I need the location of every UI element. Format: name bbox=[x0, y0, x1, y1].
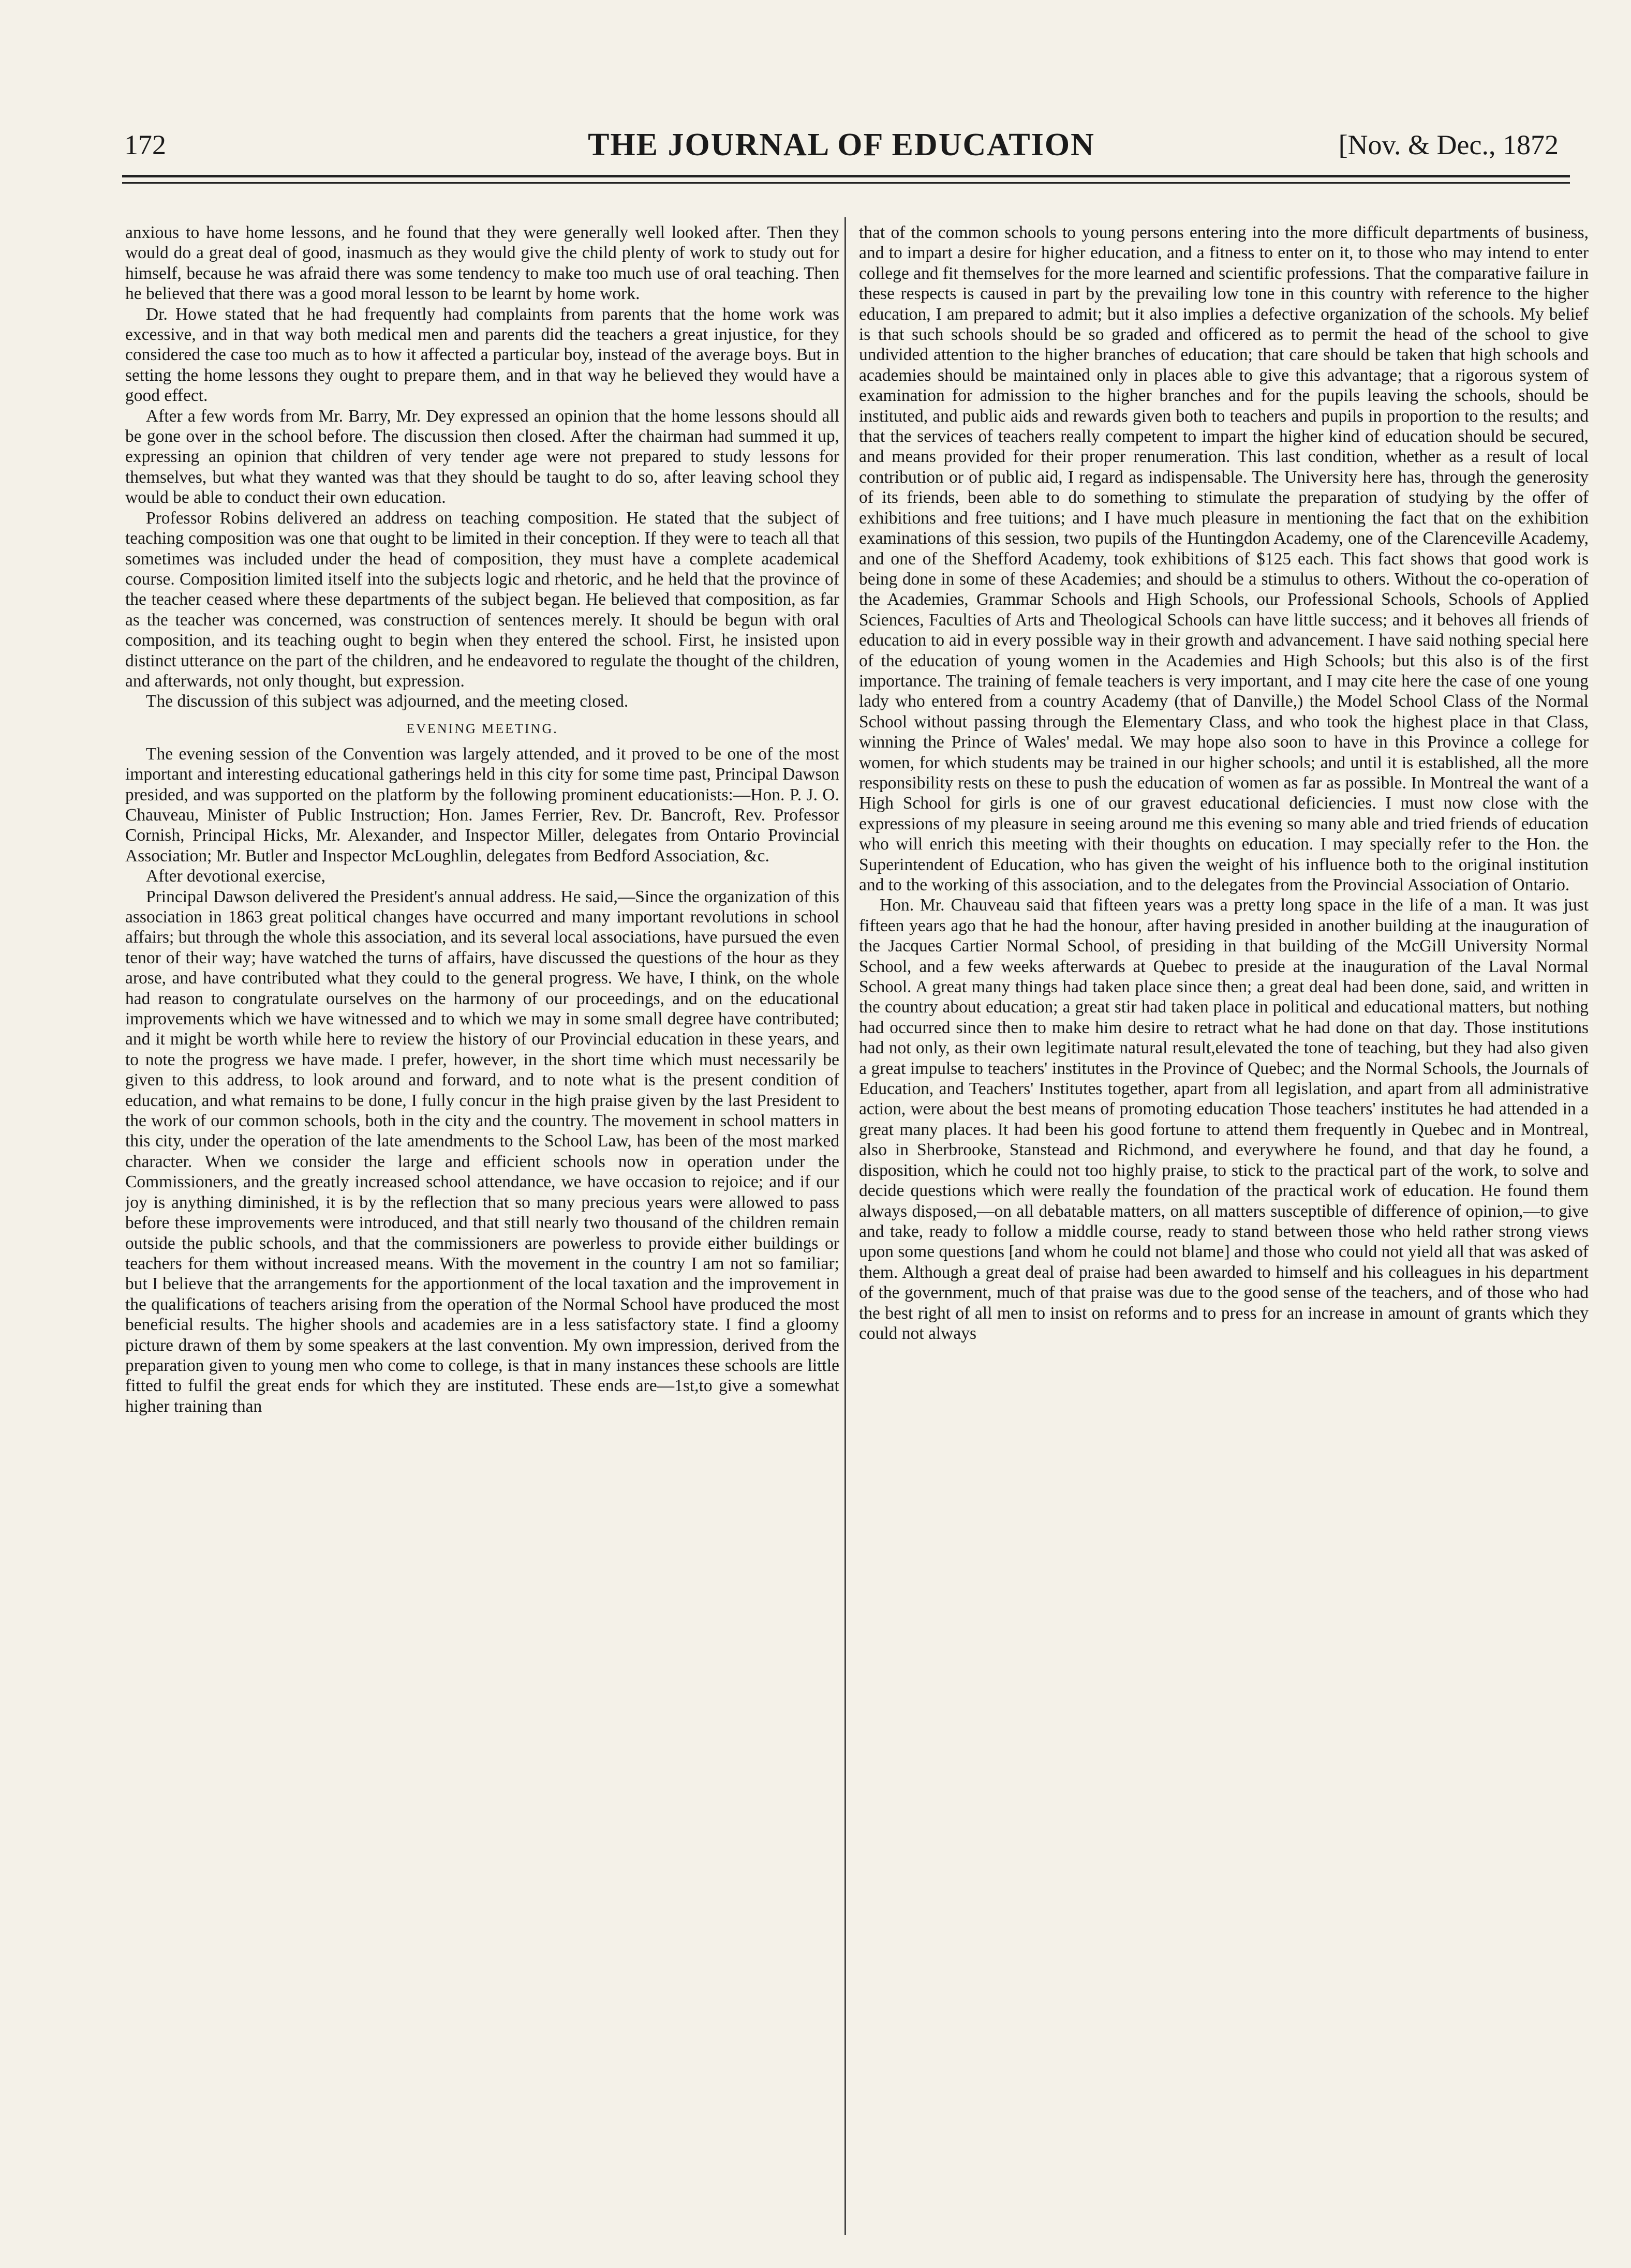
issue-date: [Nov. & Dec., 1872 bbox=[1338, 129, 1559, 160]
paragraph: The discussion of this subject was adjourned, and the meeting closed. bbox=[146, 692, 629, 711]
column-divider bbox=[844, 217, 846, 2235]
page-number: 172 bbox=[124, 129, 166, 160]
paragraph: Professor Robins delivered an address on teaching composition. He stated that the subject of teaching composition was one that ought to be limited in their conception. If they were to teach all that sometimes was included under the head of composition, they must have a complete academical course. Composition limited itself into the subjects logic and rhetoric, and he held that the province of the teacher ceased where these departments of the subject began. He believed that composition, as far as the teacher was concerned, was construction of sentences merely. It should be begun with oral composition, and its teaching ought to begin when they entered the school. First, he insisted upon distinct utterance on the part of the children, and he endeavored to regulate the thought of the children, and afterwards, not only thought, but expression. bbox=[125, 508, 839, 691]
section-heading: EVENING MEETING. bbox=[406, 721, 558, 736]
paragraph: The evening session of the Convention was largely attended, and it proved to be one of the most important and interesting educational gatherings held in this city for some time past, Principal Dawson presided, and was supported on the platform by the following prominent educationists:—Hon. P. J. O. Chauveau, Minister of Public Instruction; Hon. James Ferrier, Rev. Dr. Bancroft, Rev. Professor Cornish, Principal Hicks, Mr. Alexander, and Inspector Miller, delegates from Ontario Provincial Association; Mr. Butler and Inspector McLoughlin, delegates from Bedford Association, &c. bbox=[125, 744, 839, 866]
paragraph: Hon. Mr. Chauveau said that fifteen years was a pretty long space in the life of a man. It was just fifteen years ago that he had the honour, after having presided in another building at the inauguration of the Jacques Cartier Normal School, of presiding in that building of the McGill University Normal School, and a few weeks afterwards at Quebec to preside at the inauguration of the Laval Normal School. A great many things had taken place since then; a great deal had been done, said, and written in the country about education; a great stir had taken place in political and educational matters, but nothing had occurred since then to make him desire to retract what he had done on that day. Those institutions had not only, as their own legitimate natural result,elevated the tone of teaching, but they had also given a great impulse to teachers' institutes in the Province of Quebec; and the Normal Schools, the Journals of Education, and Teachers' Institutes together, apart from all legislation, and apart from all administrative action, were about the best means of promoting education Those teachers' institutes he had attended in a great many places. It had been his good fortune to attend them frequently in Quebec and in Montreal, also in Sherbrooke, Stanstead and Richmond, and everywhere he found, and that day he found, a disposition, which he could not too highly praise, to stick to the practical part of the work, to solve and decide questions which were really the foundation of the practical work of education. He found them always disposed,—on all debatable matters, on all matters susceptible of difference of opinion,—to give and take, ready to follow a middle course, ready to stand between those who held rather strong views upon some questions [and whom he could not blame] and those who could not yield all that was asked of them. Although a great deal of praise had been awarded to himself and his colleagues in his department of the government, much of that praise was due to the good sense of the teachers, and of those who had the best right of all men to insist on reforms and to press for an increase in amount of grants which they could not always bbox=[859, 896, 1589, 1343]
paragraph: After a few words from Mr. Barry, Mr. Dey expressed an opinion that the home lessons should all be gone over in the school before. The discussion then closed. After the chairman had summed it up, expressing an opinion that children of very tender age were not prepared to study lessons for themselves, but what they wanted was that they should be taught to do so, after leaving school they would be able to conduct their own education. bbox=[125, 406, 839, 508]
paragraph: that of the common schools to young persons entering into the more difficult departments of business, and to impart a desire for higher education, and a fitness to enter on it, to those who may intend to enter college and fit themselves for the more learned and scientific professions. That the comparative failure in these respects is caused in part by the prevailing low tone in this country with reference to the higher education, I am prepared to admit; but it also implies a defective organization of the schools. My belief is that such schools should be so graded and officered as to permit the head of the school to give undivided attention to the higher branches of education; that care should be taken that high schools and academies should be maintained only in places able to give this advantage; that a rigorous system of examination for admission to the higher branches and for the pupils leaving the schools, should be instituted, and public aids and rewards given both to teachers and pupils in proportion to the results; and that the services of teachers really competent to impart the higher kind of education should be secured, and means provided for their proper renumeration. This last condition, whether as a result of local contribution or of public aid, I regard as indispensable. The University here has, through the generosity of its friends, been able to do something to stimulate the preparation of studying by the offer of exhibitions and free tuitions; and I have much pleasure in mentioning the fact that on the exhibition examinations of this session, two pupils of the Huntingdon Academy, one of the Clarenceville Academy, and one of the Shefford Academy, took exhibitions of $125 each. This fact shows that good work is being done in some of these Academies; and should be a stimulus to others. Without the co-operation of the Academies, Grammar Schools and High Schools, our Professional Schools, Schools of Applied Sciences, Faculties of Arts and Theological Schools can have little success; and it behoves all friends of education to aid in every possible way in their growth and advancement. I have said nothing special here of the education of young women in the Academies and High Schools; but this also is of the first importance. The training of female teachers is very important, and I may cite here the case of one young lady who entered from a country Academy (that of Danville,) the Model School Class of the Normal School without passing through the Elementary Class, and who took the highest place in that Class, winning the Prince of Wales' medal. We may hope also soon to have in this Province a college for women, for which students may be trained in our higher schools; and until it is established, all the more responsibility rests on these to push the education of women as far as possible. In Montreal the want of a High School for girls is one of our gravest educational deficiencies. I must now close with the expressions of my pleasure in seeing around me this evening so many able and tried friends of education who will enrich this meeting with their thoughts on education. I may specially refer to the Hon. the Superintendent of Education, who has given the weight of his influence both to the original institution and to the working of this association, and to the delegates from the Provincial Association of Ontario. bbox=[859, 223, 1589, 894]
running-title: THE JOURNAL OF EDUCATION bbox=[588, 127, 1095, 162]
header-rule-thin bbox=[122, 182, 1570, 184]
paragraph: anxious to have home lessons, and he found that they were generally well looked after. Then they would do a great deal of good, inasmuch as they would give the child plenty of work to study out for himself, because he was afraid there was some tendency to make too much use of oral teaching. Then he believed that there was a good moral lesson to be learnt by home work. bbox=[125, 223, 839, 304]
left-column bbox=[125, 222, 839, 2250]
paragraph: Principal Dawson delivered the President's annual address. He said,—Since the organization of this association in 1863 great political changes have occurred and many important revolutions in school affairs; but through the whole this association, and its several local associations, have pursued the even tenor of their way; have watched the turns of affairs, have discussed the questions of the hour as they arose, and have contributed what they could to the general progress. We have, I think, on the whole had reason to congratulate ourselves on the harmony of our proceedings, and on the educational improvements which we have witnessed and to which we may in some small degree have contributed; and it might be worth while here to review the history of our Provincial education in these years, and to note the progress we have made. I prefer, however, in the short time which must necessarily be given to this address, to look around and forward, and to note what is the present condition of education, and what remains to be done, I fully concur in the high praise given by the last President to the work of our common schools, both in the city and the country. The movement in school matters in this city, under the operation of the late amendments to the School Law, has been of the most marked character. When we consider the large and efficient schools now in operation under the Commissioners, and the greatly increased school attendance, we have occasion to rejoice; and if our joy is anything diminished, it is by the reflection that so many precious years were allowed to pass before these improvements were introduced, and that still nearly two thousand of the children remain outside the public schools, and that the commissioners are powerless to provide either buildings or teachers for them without increased means. With the movement in the country I am not so familiar; but I believe that the arrangements for the apportionment of the local taxation and the improvement in the qualifications of teachers arising from the operation of the Normal School have produced the most beneficial results. The higher shools and academies are in a less satisfactory state. I find a gloomy picture drawn of them by some speakers at the last convention. My own impression, derived from the preparation given to young men who come to college, is that in many instances these schools are little fitted to fulfil the great ends for which they are instituted. These ends are—1st,to give a somewhat higher training than bbox=[125, 887, 839, 1416]
page-header bbox=[124, 127, 1559, 168]
right-column bbox=[859, 222, 1589, 2250]
paragraph: Dr. Howe stated that he had frequently had complaints from parents that the home work was excessive, and in that way both medical men and parents did the teachers a great injustice, for they considered the case too much as to how it affected a particular boy, instead of the average boys. But in setting the home lessons they ought to prepare them, and in that way he believed they would have a good effect. bbox=[125, 304, 839, 406]
header-rule-thick bbox=[122, 175, 1570, 177]
paragraph: After devotional exercise, bbox=[146, 867, 325, 886]
